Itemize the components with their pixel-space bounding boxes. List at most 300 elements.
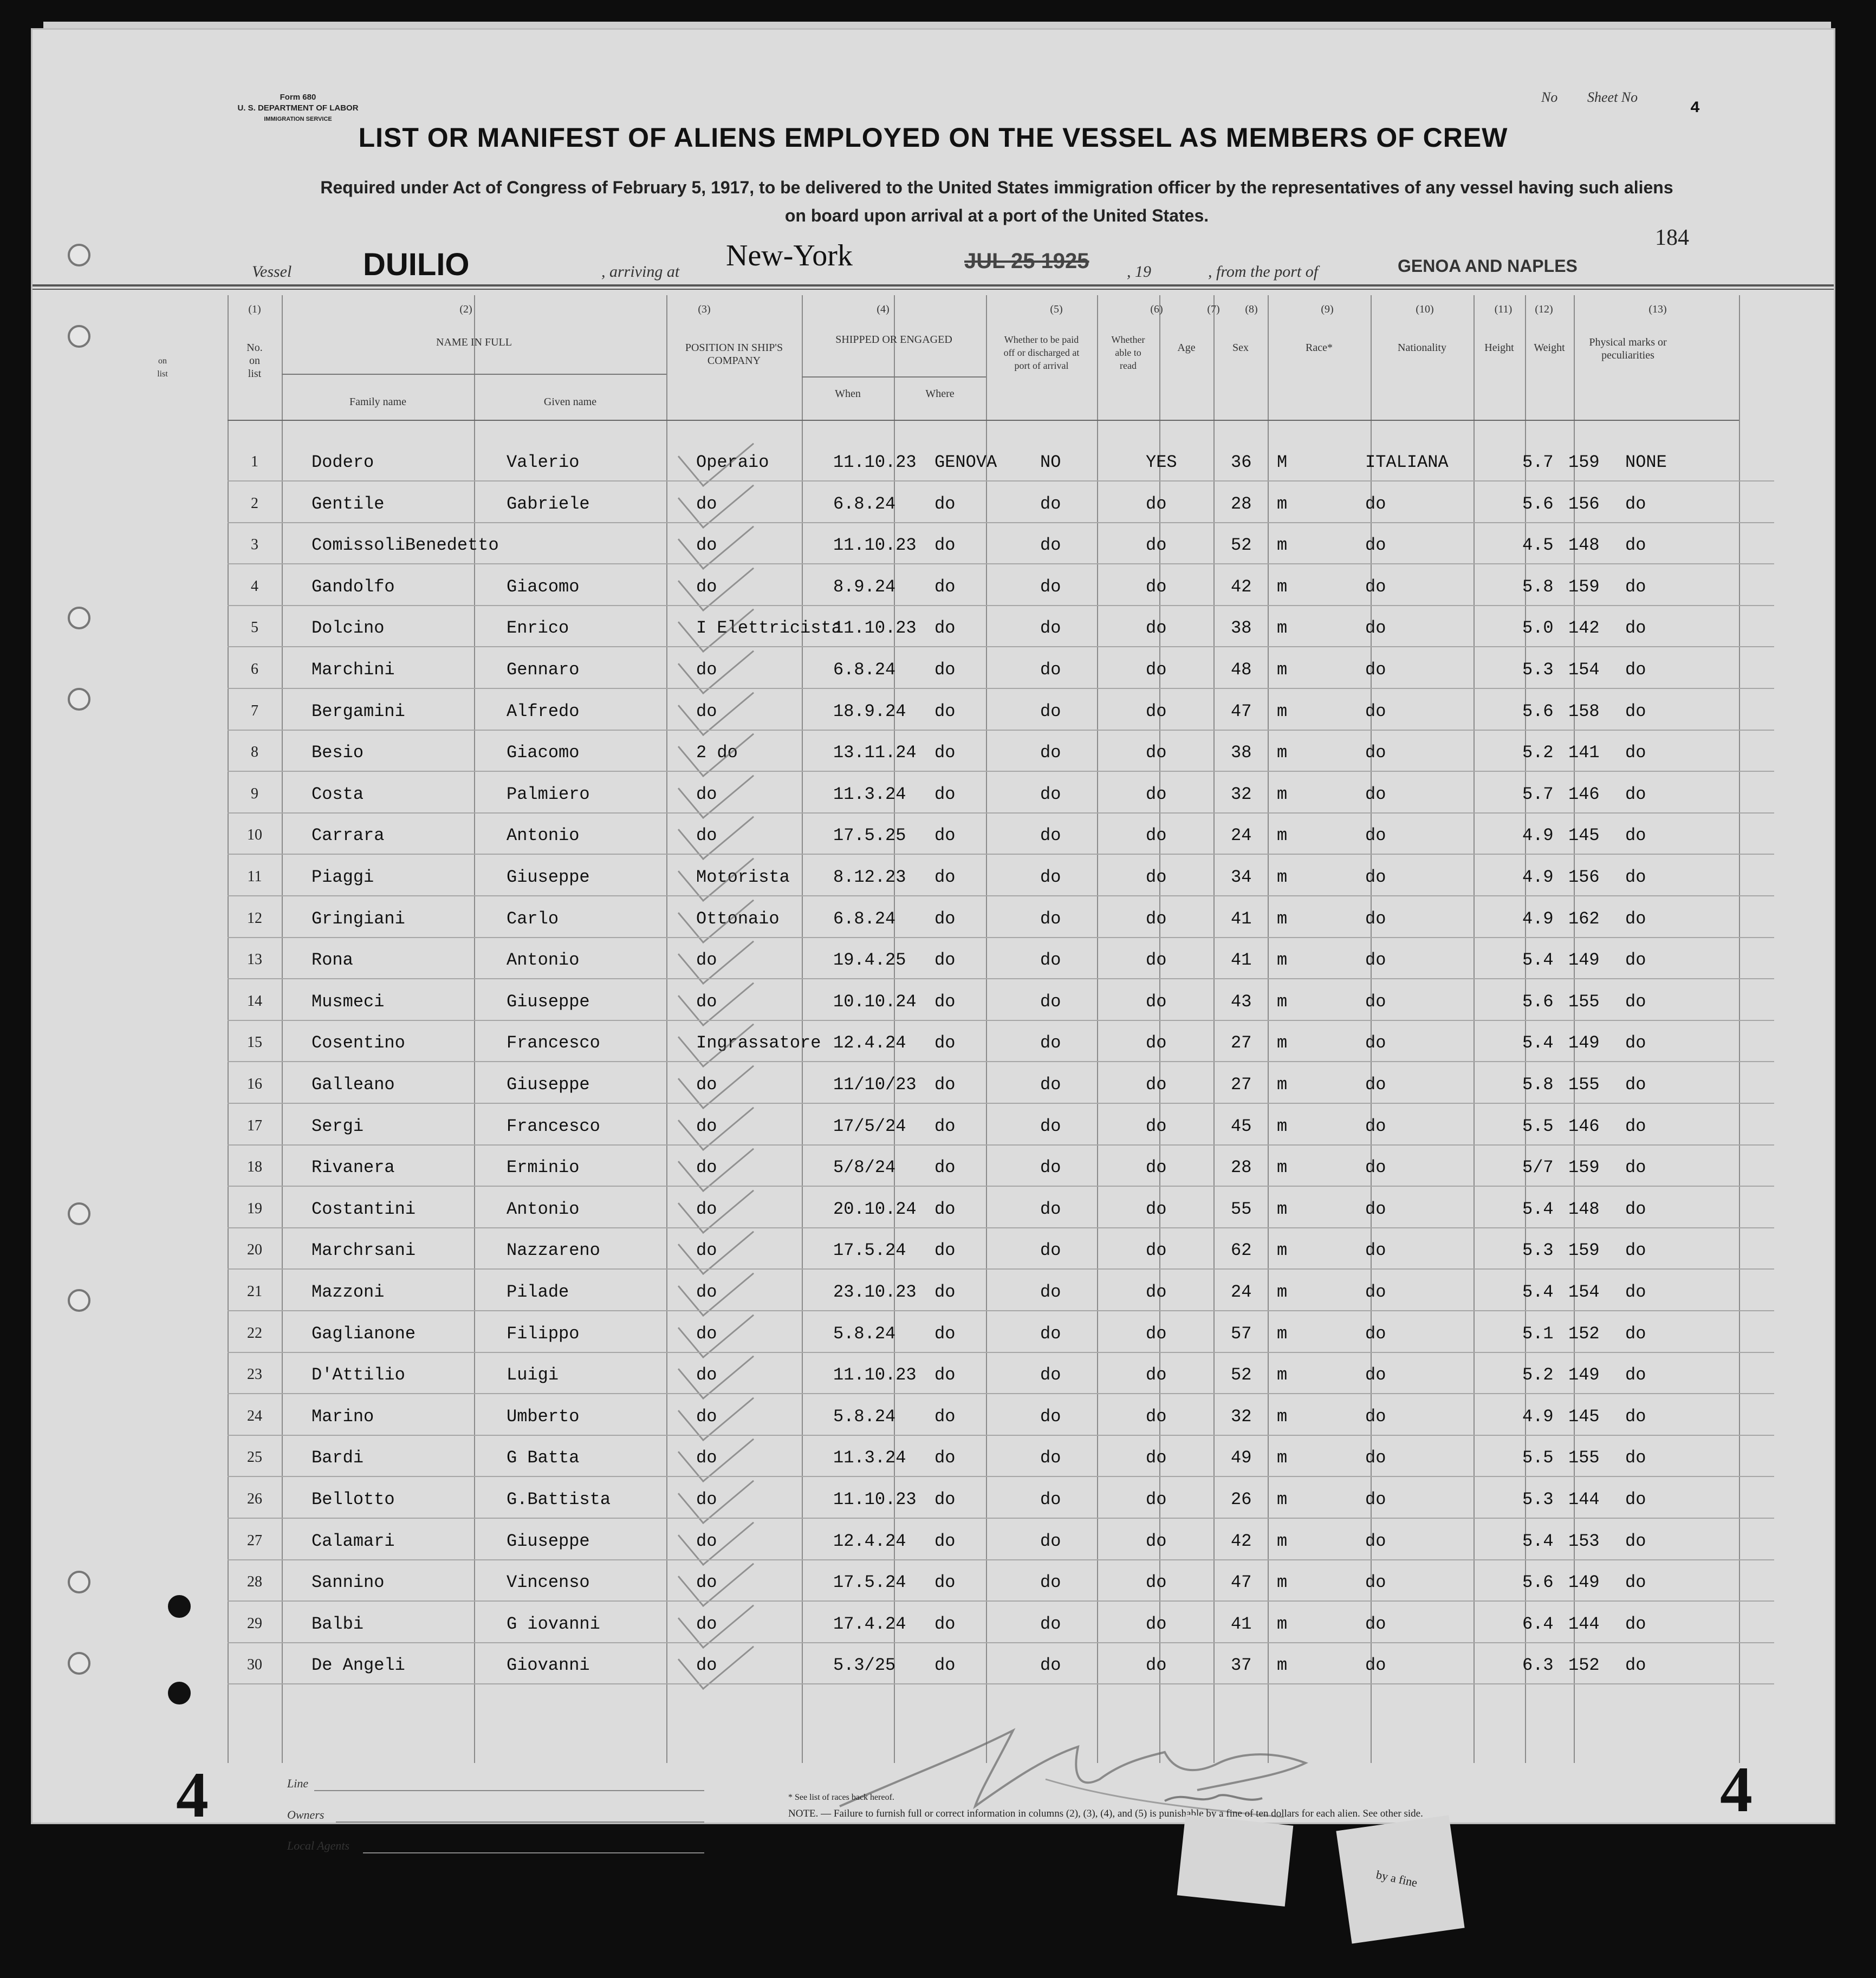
sheet-number: 4 <box>1690 99 1700 118</box>
physical-marks-cell: do <box>1625 535 1646 556</box>
sex-cell: m <box>1277 1199 1288 1219</box>
subtitle-line-2: on board upon arrival at a port of the United States. <box>784 206 1209 225</box>
where-cell: do <box>934 576 956 597</box>
row-number-cell: 30 <box>247 1656 262 1674</box>
row-number-cell: 1 <box>251 453 258 470</box>
paid-off-cell: do <box>1040 825 1061 846</box>
header-bottom-rule <box>228 420 1739 421</box>
paid-off-cell: do <box>1040 1365 1061 1385</box>
race-cell: do <box>1365 1531 1386 1551</box>
row-rule <box>228 480 1774 482</box>
family-name-cell: Carrara <box>311 825 385 846</box>
service-name: IMMIGRATION SERVICE <box>264 116 332 122</box>
given-name-cell: Antonio <box>507 1199 580 1219</box>
age-cell: 38 <box>1231 743 1252 763</box>
physical-marks-cell: do <box>1625 1655 1646 1676</box>
when-cell: 6.8.24 <box>833 493 896 514</box>
family-name-cell: De Angeli <box>311 1655 405 1676</box>
weight-cell: 145 <box>1568 1406 1600 1427</box>
arriving-label: , arriving at <box>601 263 680 281</box>
when-cell: 5/8/24 <box>833 1157 896 1178</box>
col-num-11: (11) <box>1494 303 1513 315</box>
row-number-cell: 2 <box>251 494 258 512</box>
paid-off-cell: do <box>1040 1448 1061 1468</box>
row-rule <box>228 730 1774 731</box>
family-name-cell: Dolcino <box>311 618 385 639</box>
page-title: LIST OR MANIFEST OF ALIENS EMPLOYED ON THE VESSEL AS MEMBERS OF CREW <box>358 122 1508 153</box>
where-cell: do <box>934 1075 956 1095</box>
height-cell: 5.6 <box>1522 701 1554 721</box>
position-cell: Ottonaio <box>696 908 780 929</box>
subheader-rule <box>282 374 666 375</box>
race-cell: do <box>1365 1406 1386 1427</box>
able-to-read-cell: do <box>1146 908 1167 929</box>
physical-marks-cell: do <box>1625 618 1646 639</box>
physical-marks-cell: do <box>1625 867 1646 887</box>
where-cell: do <box>934 1116 956 1136</box>
able-to-read-cell: do <box>1146 1531 1167 1551</box>
when-cell: 8.9.24 <box>833 576 896 597</box>
given-name-cell: Antonio <box>507 950 580 971</box>
header-rule <box>33 284 1834 287</box>
race-cell: do <box>1365 1613 1386 1634</box>
row-rule <box>228 522 1774 523</box>
able-to-read-cell: do <box>1146 1448 1167 1468</box>
where-cell: do <box>934 1406 956 1427</box>
height-cell: 5.4 <box>1522 1033 1554 1053</box>
col-num-8: (8) <box>1245 303 1258 315</box>
where-cell: GENOVA <box>934 452 997 472</box>
position-cell: do <box>696 1489 717 1509</box>
race-cell: do <box>1365 1572 1386 1593</box>
able-to-read-cell: do <box>1146 1075 1167 1095</box>
weight-cell: 162 <box>1568 908 1600 929</box>
able-to-read-cell: do <box>1146 1157 1167 1178</box>
when-cell: 8.12.23 <box>833 867 906 887</box>
col-num-9: (9) <box>1321 303 1334 315</box>
family-name-cell: D'Attilio <box>311 1365 405 1385</box>
where-cell: do <box>934 1448 956 1468</box>
subtitle-line-1: Required under Act of Congress of February 5, 1917, to be delivered to the United States immigration officer by the representatives of any vessel having such aliens <box>320 178 1673 197</box>
race-cell: do <box>1365 660 1386 680</box>
race-cell: do <box>1365 1448 1386 1468</box>
race-cell: do <box>1365 1365 1386 1385</box>
where-cell: do <box>934 1282 956 1302</box>
family-name-cell: Costantini <box>311 1199 416 1219</box>
position-cell: I Elettricista <box>696 618 842 639</box>
age-header: Age <box>1177 342 1196 354</box>
able-to-read-cell: do <box>1146 825 1167 846</box>
height-cell: 5.2 <box>1522 1365 1554 1385</box>
column-rule <box>1473 295 1475 1763</box>
where-cell: do <box>934 1323 956 1344</box>
able-to-read-cell: do <box>1146 743 1167 763</box>
when-cell: 17.5.24 <box>833 1240 906 1261</box>
race-cell: do <box>1365 1157 1386 1178</box>
where-cell: do <box>934 493 956 514</box>
race-cell: do <box>1365 1323 1386 1344</box>
age-cell: 28 <box>1231 1157 1252 1178</box>
row-rule <box>228 1103 1774 1104</box>
weight-cell: 155 <box>1568 991 1600 1012</box>
paid-off-cell: do <box>1040 1282 1061 1302</box>
sex-cell: m <box>1277 1282 1288 1302</box>
subheader-rule <box>802 376 986 378</box>
weight-cell: 144 <box>1568 1489 1600 1509</box>
department-name: U. S. DEPARTMENT OF LABOR <box>237 103 359 113</box>
when-cell: 17.5.25 <box>833 825 906 846</box>
weight-cell: 146 <box>1568 1116 1600 1136</box>
given-name-cell: Nazzareno <box>507 1240 600 1261</box>
shipped-header: SHIPPED OR ENGAGED <box>835 334 952 346</box>
given-name-cell: Giuseppe <box>507 991 590 1012</box>
sex-cell: m <box>1277 701 1288 721</box>
physical-marks-cell: do <box>1625 1572 1646 1593</box>
able-to-read-cell: do <box>1146 1489 1167 1509</box>
vessel-label: Vessel <box>252 263 292 281</box>
sex-cell: m <box>1277 1448 1288 1468</box>
when-cell: 17.4.24 <box>833 1613 906 1634</box>
where-cell: do <box>934 867 956 887</box>
age-cell: 47 <box>1231 1572 1252 1593</box>
given-name-cell: Giacomo <box>507 576 580 597</box>
sex-cell: m <box>1277 908 1288 929</box>
height-cell: 5.6 <box>1522 493 1554 514</box>
position-cell: Motorista <box>696 867 790 887</box>
from-port-label: , from the port of <box>1208 263 1319 281</box>
family-name-cell: Gringiani <box>311 908 405 929</box>
weight-cell: 158 <box>1568 701 1600 721</box>
given-name-cell: Gabriele <box>507 493 590 514</box>
race-cell: do <box>1365 908 1386 929</box>
torn-paper-fragment <box>1177 1814 1294 1907</box>
race-cell: do <box>1365 535 1386 556</box>
given-name-cell: Enrico <box>507 618 569 639</box>
col-num-13: (13) <box>1648 303 1667 315</box>
paid-off-cell: do <box>1040 1323 1061 1344</box>
weight-cell: 159 <box>1568 1240 1600 1261</box>
age-cell: 42 <box>1231 1531 1252 1551</box>
physical-marks-cell: do <box>1625 1448 1646 1468</box>
when-cell: 11.3.24 <box>833 784 906 804</box>
position-cell: do <box>696 1240 717 1261</box>
age-cell: 62 <box>1231 1240 1252 1261</box>
position-cell: do <box>696 1323 717 1344</box>
where-cell: do <box>934 743 956 763</box>
row-number-cell: 20 <box>247 1241 262 1259</box>
when-cell: 11/10/23 <box>833 1075 917 1095</box>
col-num-12: (12) <box>1535 303 1553 315</box>
row-number-cell: 11 <box>247 868 262 885</box>
row-number-cell: 19 <box>247 1200 262 1217</box>
physical-marks-cell: do <box>1625 1282 1646 1302</box>
row-number-cell: 24 <box>247 1407 262 1424</box>
where-cell: do <box>934 991 956 1012</box>
paid-off-cell: do <box>1040 701 1061 721</box>
arrival-port: New-York <box>726 239 853 272</box>
paid-off-cell: do <box>1040 867 1061 887</box>
height-cell: 5.3 <box>1522 660 1554 680</box>
race-cell: do <box>1365 950 1386 971</box>
paid-off-cell: do <box>1040 1613 1061 1634</box>
row-rule <box>228 688 1774 689</box>
paid-off-cell: do <box>1040 1572 1061 1593</box>
row-number-cell: 5 <box>251 619 258 636</box>
race-cell: do <box>1365 1033 1386 1053</box>
row-number-cell: 15 <box>247 1034 262 1051</box>
row-rule <box>228 1186 1774 1187</box>
race-cell: do <box>1365 1075 1386 1095</box>
age-cell: 42 <box>1231 576 1252 597</box>
age-cell: 34 <box>1231 867 1252 887</box>
row-rule <box>228 1559 1774 1560</box>
given-name-cell: Valerio <box>507 452 580 472</box>
position-cell: do <box>696 493 717 514</box>
position-cell: Ingrassatore <box>696 1033 821 1053</box>
sex-cell: m <box>1277 1406 1288 1427</box>
race-cell: ITALIANA <box>1365 452 1449 472</box>
sex-cell: m <box>1277 1572 1288 1593</box>
race-cell: do <box>1365 784 1386 804</box>
column-rule <box>1268 295 1269 1763</box>
form-id-block <box>228 92 368 125</box>
when-cell: 20.10.24 <box>833 1199 917 1219</box>
col-num-10: (10) <box>1416 303 1434 315</box>
height-cell: 5.3 <box>1522 1489 1554 1509</box>
weight-cell: 142 <box>1568 618 1600 639</box>
able-to-read-cell: do <box>1146 618 1167 639</box>
family-name-cell: Costa <box>311 784 364 804</box>
family-name-cell: Gentile <box>311 493 385 514</box>
where-cell: do <box>934 660 956 680</box>
where-cell: do <box>934 535 956 556</box>
paid-off-cell: do <box>1040 660 1061 680</box>
row-rule <box>228 605 1774 606</box>
age-cell: 27 <box>1231 1075 1252 1095</box>
race-cell: do <box>1365 1116 1386 1136</box>
height-cell: 5.4 <box>1522 1282 1554 1302</box>
age-cell: 43 <box>1231 991 1252 1012</box>
weight-cell: 145 <box>1568 825 1600 846</box>
position-cell: do <box>696 784 717 804</box>
where-cell: do <box>934 1157 956 1178</box>
sex-cell: m <box>1277 784 1288 804</box>
position-cell: do <box>696 1531 717 1551</box>
weight-cell: 146 <box>1568 784 1600 804</box>
position-cell: do <box>696 1282 717 1302</box>
race-cell: do <box>1365 1240 1386 1261</box>
race-cell: do <box>1365 867 1386 887</box>
age-cell: 48 <box>1231 660 1252 680</box>
weight-cell: 149 <box>1568 1572 1600 1593</box>
physical-marks-cell: do <box>1625 701 1646 721</box>
height-cell: 5.1 <box>1522 1323 1554 1344</box>
height-cell: 4.9 <box>1522 908 1554 929</box>
family-name-cell: Piaggi <box>311 867 374 887</box>
physical-marks-cell: do <box>1625 1365 1646 1385</box>
able-to-read-cell: do <box>1146 576 1167 597</box>
position-cell: do <box>696 950 717 971</box>
column-rule <box>474 295 475 1763</box>
physical-marks-cell: do <box>1625 908 1646 929</box>
row-number-cell: 6 <box>251 661 258 678</box>
physical-marks-cell: do <box>1625 991 1646 1012</box>
col-num-5: (5) <box>1050 303 1063 315</box>
given-name-cell: Pilade <box>507 1282 569 1302</box>
given-name-cell: Giuseppe <box>507 1531 590 1551</box>
when-cell: 10.10.24 <box>833 991 917 1012</box>
sex-cell: m <box>1277 991 1288 1012</box>
row-number-cell: 16 <box>247 1076 262 1092</box>
given-name-cell: Palmiero <box>507 784 590 804</box>
row-rule <box>228 937 1774 938</box>
sex-cell: m <box>1277 1033 1288 1053</box>
column-rule <box>1739 295 1740 1763</box>
paid-off-cell: do <box>1040 908 1061 929</box>
when-cell: 17.5.24 <box>833 1572 906 1593</box>
able-to-read-cell: do <box>1146 660 1167 680</box>
age-cell: 38 <box>1231 618 1252 639</box>
height-cell: 6.4 <box>1522 1613 1554 1634</box>
family-name-cell: Bardi <box>311 1448 364 1468</box>
punch-hole <box>68 1652 90 1675</box>
when-cell: 11.10.23 <box>833 618 917 639</box>
paid-off-cell: do <box>1040 1489 1061 1509</box>
row-number-cell: 18 <box>247 1159 262 1176</box>
row-number-cell: 12 <box>247 909 262 927</box>
height-cell: 5.8 <box>1522 576 1554 597</box>
height-cell: 4.9 <box>1522 825 1554 846</box>
family-name-cell: ComissoliBenedetto <box>311 535 499 556</box>
paid-off-cell: do <box>1040 1406 1061 1427</box>
when-cell: 11.3.24 <box>833 1448 906 1468</box>
row-rule <box>228 978 1774 979</box>
col-num-1: (1) <box>248 303 261 315</box>
age-cell: 28 <box>1231 493 1252 514</box>
when-header: When <box>835 388 861 400</box>
able-to-read-cell: do <box>1146 493 1167 514</box>
age-cell: 57 <box>1231 1323 1252 1344</box>
row-rule <box>228 646 1774 647</box>
when-cell: 23.10.23 <box>833 1282 917 1302</box>
race-cell: do <box>1365 1655 1386 1676</box>
position-cell: Operaio <box>696 452 769 472</box>
family-name-cell: Marino <box>311 1406 374 1427</box>
row-rule <box>228 854 1774 855</box>
height-cell: 5.2 <box>1522 743 1554 763</box>
physical-marks-cell: do <box>1625 1033 1646 1053</box>
where-cell: do <box>934 1613 956 1634</box>
position-cell: do <box>696 1655 717 1676</box>
position-cell: do <box>696 1199 717 1219</box>
row-number-cell: 10 <box>247 827 262 844</box>
row-number-cell: 29 <box>247 1615 262 1632</box>
col-num-2: (2) <box>459 303 472 315</box>
family-name-cell: Marchini <box>311 660 395 680</box>
punch-hole <box>68 688 90 711</box>
row-rule <box>228 1435 1774 1436</box>
when-cell: 11.10.23 <box>833 452 917 472</box>
sex-cell: m <box>1277 1157 1288 1178</box>
weight-cell: 148 <box>1568 1199 1600 1219</box>
punch-hole-dark <box>168 1595 191 1618</box>
row-number-cell: 25 <box>247 1449 262 1466</box>
column-rule <box>666 295 667 1763</box>
position-cell: do <box>696 1613 717 1634</box>
vessel-name: DUILIO <box>363 247 470 282</box>
paid-off-cell: do <box>1040 535 1061 556</box>
sex-header: Sex <box>1232 342 1249 354</box>
age-cell: 45 <box>1231 1116 1252 1136</box>
weight-cell: 156 <box>1568 867 1600 887</box>
given-name-cell: G.Battista <box>507 1489 611 1509</box>
departure-port: GENOA AND NAPLES <box>1398 256 1578 276</box>
left-page-mark: 4 <box>176 1759 209 1831</box>
weight-cell: 149 <box>1568 1365 1600 1385</box>
physical-marks-cell: do <box>1625 1199 1646 1219</box>
race-cell: do <box>1365 1489 1386 1509</box>
row-number-cell: 4 <box>251 577 258 595</box>
age-cell: 24 <box>1231 825 1252 846</box>
family-name-cell: Marchrsani <box>311 1240 416 1261</box>
where-cell: do <box>934 950 956 971</box>
weight-cell: 154 <box>1568 660 1600 680</box>
nationality-header: Nationality <box>1398 342 1446 354</box>
owners-label: Owners <box>287 1808 324 1821</box>
when-cell: 5.8.24 <box>833 1323 896 1344</box>
sex-cell: m <box>1277 867 1288 887</box>
row-rule <box>228 1600 1774 1602</box>
row-number-cell: 27 <box>247 1532 262 1549</box>
family-name-cell: Bergamini <box>311 701 405 721</box>
where-cell: do <box>934 1199 956 1219</box>
no-on-list-header: No. on list <box>246 342 263 380</box>
row-rule <box>228 1683 1774 1684</box>
age-cell: 52 <box>1231 535 1252 556</box>
race-cell: do <box>1365 743 1386 763</box>
when-cell: 12.4.24 <box>833 1033 906 1053</box>
punch-hole <box>68 244 90 266</box>
height-cell: 5.3 <box>1522 1240 1554 1261</box>
family-name-cell: Dodero <box>311 452 374 472</box>
local-agents-rule <box>363 1852 704 1853</box>
weight-cell: 149 <box>1568 1033 1600 1053</box>
on-list-side-header: on list <box>157 356 168 379</box>
paid-off-cell: do <box>1040 991 1061 1012</box>
row-number-cell: 9 <box>251 785 258 802</box>
physical-marks-cell: do <box>1625 493 1646 514</box>
where-cell: do <box>934 1572 956 1593</box>
manifest-sheet <box>33 30 1834 1852</box>
name-in-full-header: NAME IN FULL <box>436 336 512 348</box>
race-cell: do <box>1365 701 1386 721</box>
race-cell: do <box>1365 618 1386 639</box>
position-cell: do <box>696 1365 717 1385</box>
height-cell: 5.7 <box>1522 784 1554 804</box>
sex-cell: m <box>1277 1613 1288 1634</box>
given-name-cell: Umberto <box>507 1406 580 1427</box>
race-cell: do <box>1365 1199 1386 1219</box>
row-rule <box>228 1061 1774 1062</box>
sex-cell: m <box>1277 576 1288 597</box>
weight-cell: 153 <box>1568 1531 1600 1551</box>
able-to-read-cell: do <box>1146 1240 1167 1261</box>
row-rule <box>228 1144 1774 1146</box>
given-name-cell: G iovanni <box>507 1613 600 1634</box>
where-cell: do <box>934 1531 956 1551</box>
race-cell: do <box>1365 576 1386 597</box>
position-cell: do <box>696 576 717 597</box>
